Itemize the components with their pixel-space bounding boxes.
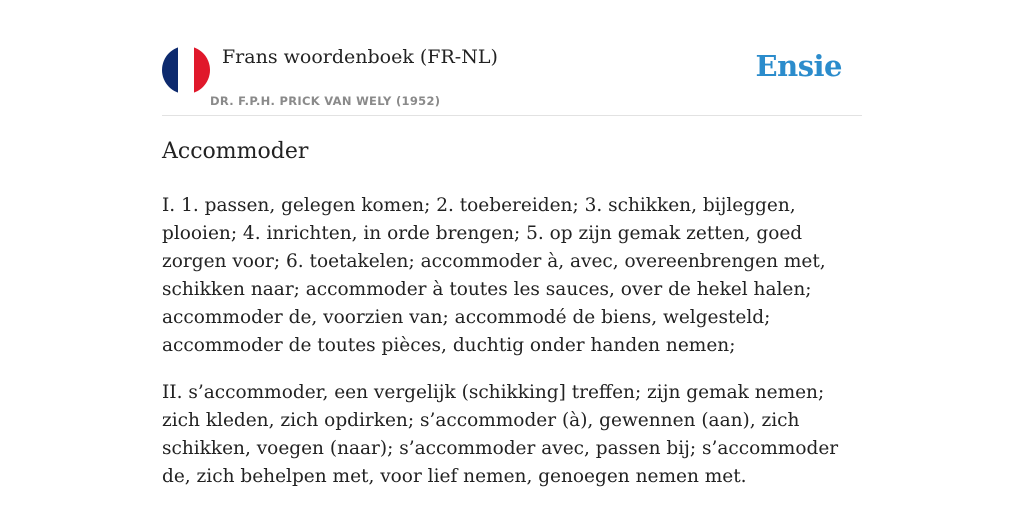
definition-sense: I. 1. passen, gelegen komen; 2. toebereiden; 3. schikken, bijleggen, plooien; 4. inrichten, in orde brengen; 5. op zijn gemak zetten, goed zorgen voor; 6. toetakelen; accommoder à, avec, overeenbrengen met, schikken naar; accommoder à toutes les sauces, over de hekel halen; accommoder de, voorzien van; accommodé de biens, welgesteld; accommoder de toutes pièces, duchtig onder handen nemen; bbox=[162, 195, 826, 356]
definition-sense: II. s’accommoder, een vergelijk (schikking] treffen; zijn gemak nemen; zich kleden, zich opdirken; s’accommoder (à), gewennen (aan), zich schikken, voegen (naar); s’accommoder avec, passen bij; s’accommoder de, zich behelpen met, voor lief nemen, genoegen nemen met. bbox=[162, 382, 839, 487]
dictionary-title: Frans woordenboek (FR-NL) bbox=[222, 46, 498, 68]
entry-definition bbox=[162, 192, 862, 510]
header-divider bbox=[162, 115, 862, 116]
entry-header bbox=[162, 46, 862, 116]
french-flag-icon bbox=[162, 46, 210, 94]
entry-headword: Accommoder bbox=[162, 139, 309, 164]
ensie-logo[interactable]: Ensie bbox=[755, 49, 842, 83]
dictionary-author: DR. F.P.H. PRICK VAN WELY (1952) bbox=[210, 94, 441, 108]
